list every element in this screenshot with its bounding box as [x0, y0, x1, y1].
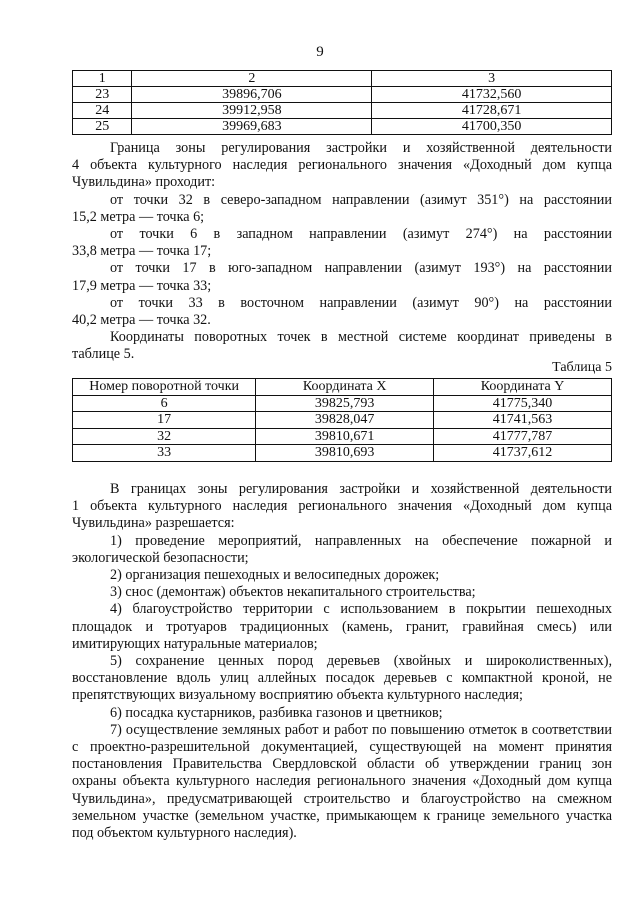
- table-cell: 39828,047: [256, 412, 434, 429]
- table-cell: 39825,793: [256, 395, 434, 412]
- table-header-cell: 3: [372, 71, 612, 87]
- table-cell: 41700,350: [372, 119, 612, 135]
- permitted-intro-line: 1 объекта культурного наследия регионального значения «Доходный дом купца: [72, 498, 612, 515]
- boundary-step-line: от точки 32 в северо-западном направлении (азимут 351°) на расстоянии: [110, 191, 612, 208]
- table-row: [73, 87, 612, 103]
- boundary-step-line: от точки 6 в западном направлении (азимут 274°) на расстоянии: [110, 226, 612, 243]
- table-row: [73, 119, 612, 135]
- table-cell: 41737,612: [434, 445, 612, 462]
- coords-reference-line: таблице 5.: [72, 346, 135, 363]
- list-item: 6) посадка кустарников, разбивка газонов и цветников;: [110, 704, 443, 721]
- table-cell: 39810,671: [256, 428, 434, 445]
- table-header-cell: Координата X: [256, 379, 434, 396]
- table-cell: 39896,706: [132, 87, 372, 103]
- table-row: [73, 445, 612, 462]
- table-cell: 17: [73, 412, 256, 429]
- table-cell: 23: [73, 87, 132, 103]
- table-caption: Таблица 5: [552, 360, 612, 375]
- table-cell: 41732,560: [372, 87, 612, 103]
- permitted-intro-line: Чувильдина» разрешается:: [72, 515, 235, 532]
- table-row: [73, 428, 612, 445]
- permitted-activities: [72, 481, 612, 842]
- table-cell: 41728,671: [372, 103, 612, 119]
- boundary-step-line: от точки 17 в юго-западном направлении (азимут 193°) на расстоянии: [110, 260, 612, 277]
- table-row: [73, 103, 612, 119]
- permitted-intro-line: В границах зоны регулирования застройки и хозяйственной деятельности: [110, 481, 612, 497]
- page-number: 9: [316, 44, 324, 60]
- boundary-step-line: 17,9 метра — точка 33;: [72, 277, 212, 294]
- table-cell: 6: [73, 395, 256, 412]
- table-header-cell: 2: [132, 71, 372, 87]
- boundary-step-line: 40,2 метра — точка 32.: [72, 312, 211, 329]
- table-header-cell: Номер поворотной точки: [73, 379, 256, 396]
- table-cell: 41777,787: [434, 428, 612, 445]
- table-cell: 25: [73, 119, 132, 135]
- table-cell: 33: [73, 445, 256, 462]
- list-item: 1) проведение мероприятий, направленных на обеспечение пожарной и экологической безопасности;: [72, 532, 612, 566]
- table-cell: 39810,693: [256, 445, 434, 462]
- boundary-step-line: от точки 33 в восточном направлении (азимут 90°) на расстоянии: [110, 294, 612, 311]
- list-item: 7) осуществление земляных работ и работ по повышению отметок в соответствии с проектно-разрешительной документацией, существующей на момент принятия постановления Правительства Свердловской области об утверждении границ зон охраны объекта культурного наследия регионального значения «Доходный дом купца Чувильдина», предусматривающей строительство и благоустройство на смежном земельном участке (земельном участке, примыкающем к границе земельного участка под объектом культурного наследия).: [72, 721, 612, 842]
- boundary-description: [72, 140, 612, 364]
- table-header-row: [73, 379, 612, 396]
- boundary-step-line: 15,2 метра — точка 6;: [72, 208, 205, 225]
- boundary-intro-line: Чувильдина» проходит:: [72, 174, 216, 191]
- list-item: 5) сохранение ценных пород деревьев (хвойных и широколиственных), восстановление вдоль улиц аллейных посадок деревьев с компактной кроной, не препятствующих визуальному восприятию объекта культурного наследия;: [72, 653, 612, 704]
- table-row: [73, 395, 612, 412]
- boundary-intro-line: 4 объекта культурного наследия регионального значения «Доходный дом купца: [72, 157, 612, 174]
- table-cell: 39969,683: [132, 119, 372, 135]
- table-row: [73, 412, 612, 429]
- table-cell: 41741,563: [434, 412, 612, 429]
- coordinates-table-continuation: [72, 70, 612, 135]
- list-item: 3) снос (демонтаж) объектов некапитального строительства;: [110, 584, 476, 601]
- list-item: 2) организация пешеходных и велосипедных дорожек;: [110, 567, 440, 584]
- table-header-cell: Координата Y: [434, 379, 612, 396]
- table-cell: 41775,340: [434, 395, 612, 412]
- boundary-intro-line: Граница зоны регулирования застройки и хозяйственной деятельности: [110, 140, 612, 156]
- table-cell: 32: [73, 428, 256, 445]
- turning-points-table: [72, 378, 612, 462]
- table-header-cell: 1: [73, 71, 132, 87]
- table-header-row: [73, 71, 612, 87]
- list-item: 4) благоустройство территории с использованием в покрытии пешеходных площадок и тротуаров традиционных (камень, гранит, гравийная смесь) или имитирующих натуральные материалов;: [72, 601, 612, 652]
- boundary-step-line: 33,8 метра — точка 17;: [72, 243, 212, 260]
- table-cell: 39912,958: [132, 103, 372, 119]
- table-cell: 24: [73, 103, 132, 119]
- coords-reference-line: Координаты поворотных точек в местной системе координат приведены в: [110, 329, 612, 346]
